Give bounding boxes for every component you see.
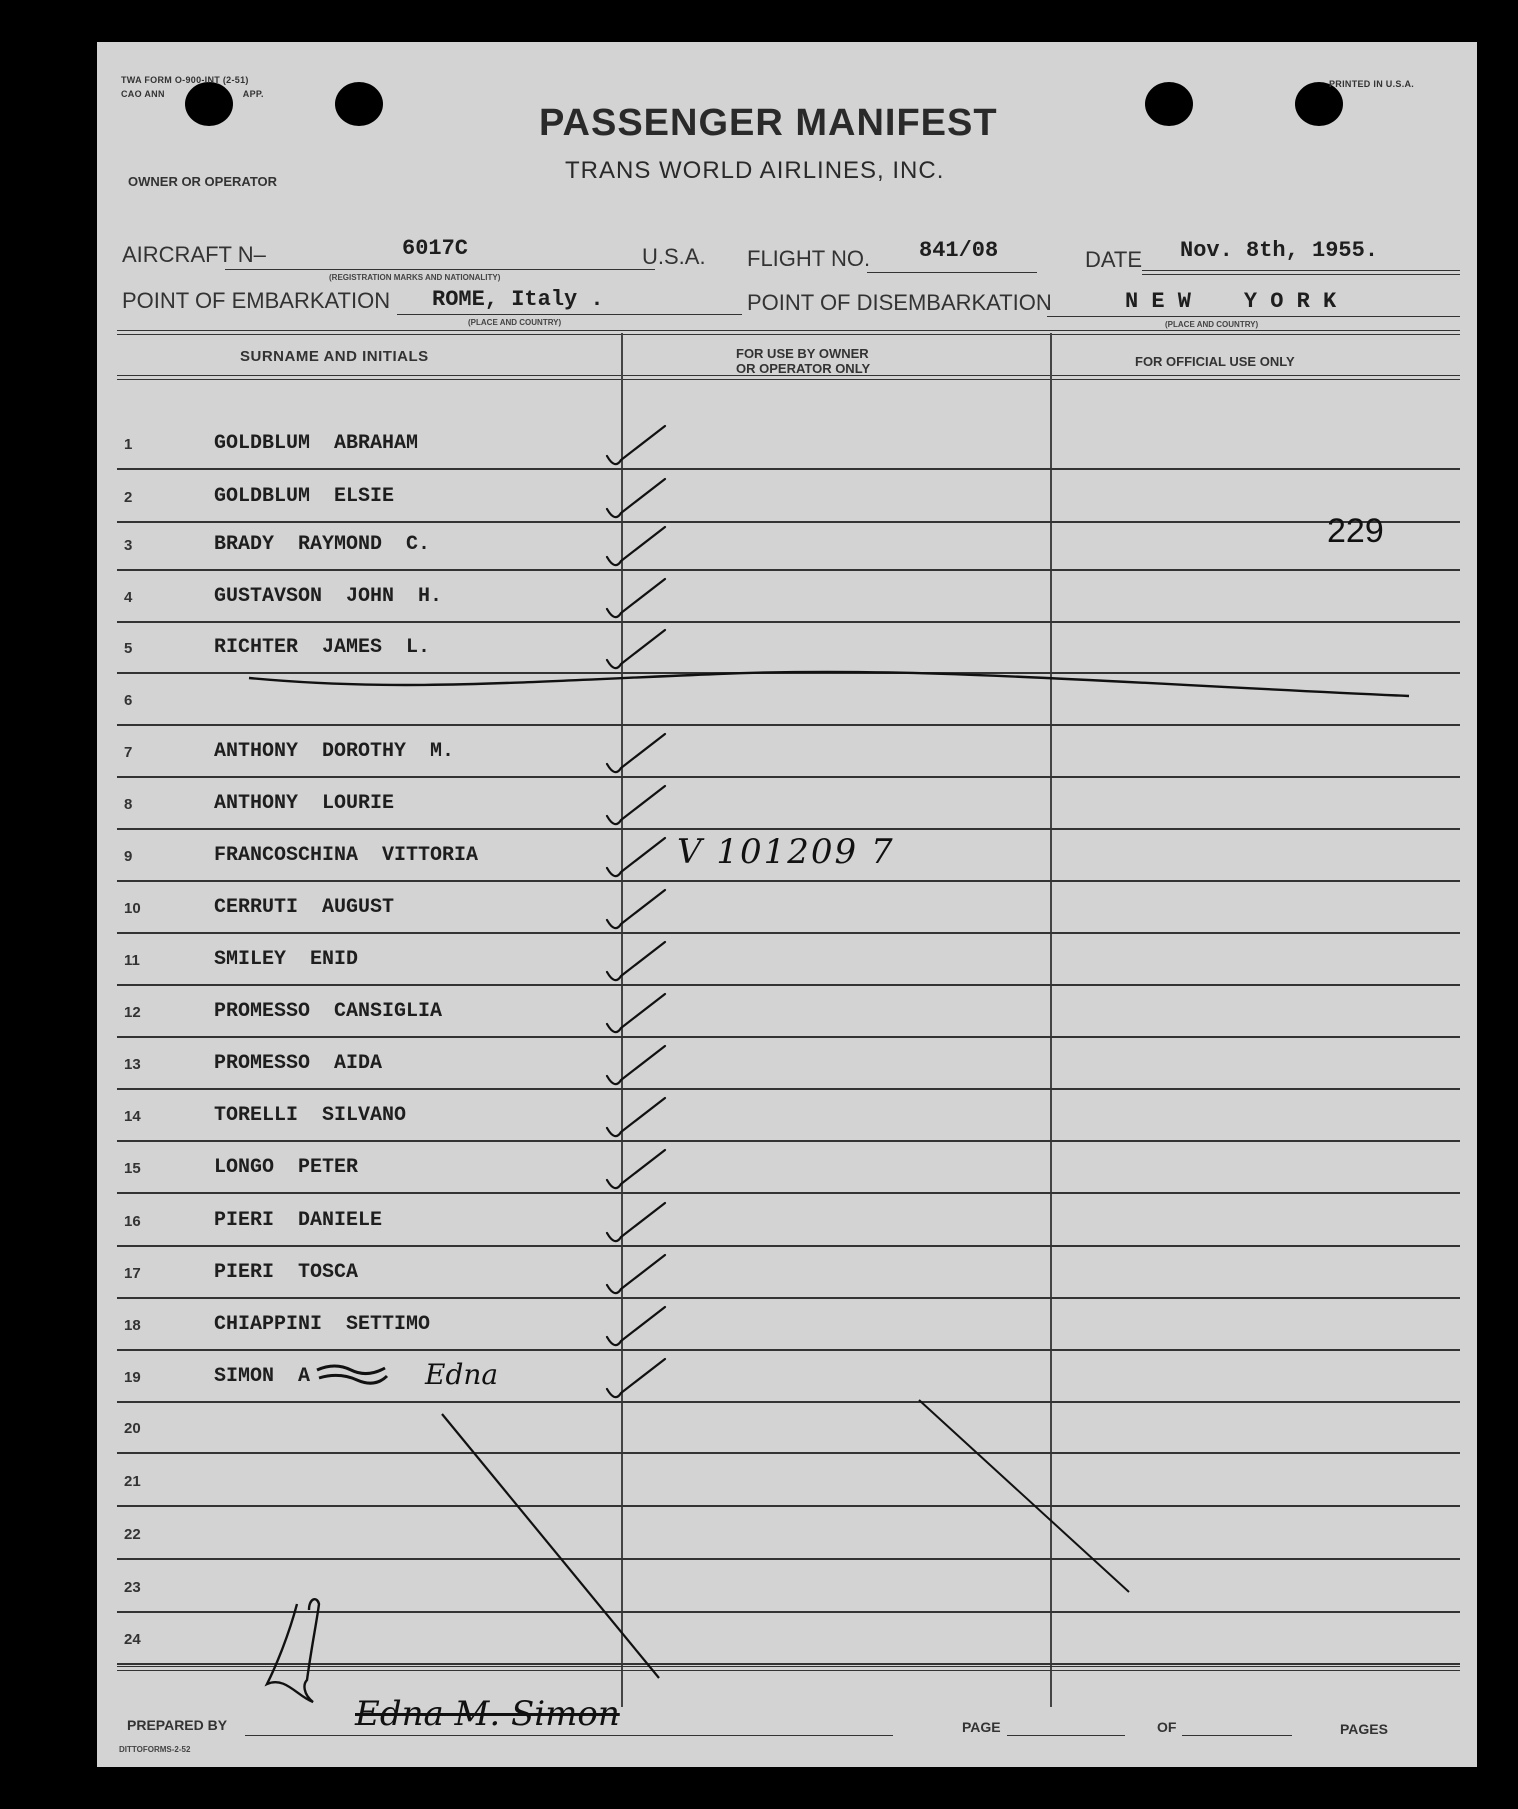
checkmark <box>607 1255 665 1293</box>
embarkation-note: (PLACE AND COUNTRY) <box>468 318 562 327</box>
passenger-name: RICHTER JAMES L. <box>214 636 431 659</box>
date-label: DATE <box>1085 247 1143 272</box>
date-value: Nov. 8th, 1955. <box>1180 238 1379 263</box>
passenger-name: SIMON A <box>214 1365 311 1388</box>
row-number: 19 <box>124 1369 141 1386</box>
row-number: 8 <box>124 796 133 813</box>
nationality: U.S.A. <box>642 244 706 269</box>
official-stamp-number: 229 <box>1327 512 1384 550</box>
checkmark <box>607 1203 665 1241</box>
checkmark <box>607 890 665 928</box>
row19-scribble <box>317 1366 387 1383</box>
void-slash-left <box>442 1414 659 1678</box>
aircraft-label: AIRCRAFT N– <box>122 242 266 267</box>
cao-annex: CAO ANN APP. <box>121 89 264 99</box>
flight-value: 841/08 <box>919 238 999 263</box>
void-slash-right <box>919 1400 1129 1592</box>
passenger-name: PROMESSO AIDA <box>214 1052 383 1075</box>
row-number: 5 <box>124 640 133 657</box>
row-number: 14 <box>124 1108 141 1125</box>
col-owner-use: FOR USE BY OWNER OR OPERATOR ONLY <box>736 346 871 376</box>
row-number: 3 <box>124 537 133 554</box>
page-title: PASSENGER MANIFEST <box>539 102 998 144</box>
row-number: 10 <box>124 900 141 917</box>
disembarkation-label: POINT OF DISEMBARKATION <box>747 290 1052 315</box>
registration-note: (REGISTRATION MARKS AND NATIONALITY) <box>329 273 501 282</box>
row-number: 7 <box>124 744 133 761</box>
row-number: 17 <box>124 1265 141 1282</box>
passenger-name: GOLDBLUM ELSIE <box>214 485 395 508</box>
checkmark <box>607 838 665 876</box>
pages-label: PAGES <box>1340 1721 1388 1737</box>
checkmark <box>607 1150 665 1188</box>
checkmark <box>607 786 665 824</box>
checkmark <box>607 1307 665 1345</box>
passenger-name: CERRUTI AUGUST <box>214 896 395 919</box>
checkmark <box>607 426 665 464</box>
footer-code: DITTOFORMS-2-52 <box>119 1745 191 1754</box>
disembarkation-value: N E W Y O R K <box>1125 289 1337 314</box>
row-number: 22 <box>124 1526 141 1543</box>
row-number: 20 <box>124 1420 141 1437</box>
passenger-name: LONGO PETER <box>214 1156 359 1179</box>
row-number: 24 <box>124 1631 141 1648</box>
row-number: 16 <box>124 1213 141 1230</box>
passenger-name: TORELLI SILVANO <box>214 1104 407 1127</box>
row-number: 21 <box>124 1473 141 1490</box>
owner-label: OWNER OR OPERATOR <box>128 174 278 189</box>
checkmark <box>607 734 665 772</box>
checkmark <box>607 1359 665 1397</box>
embarkation-label: POINT OF EMBARKATION <box>122 288 391 313</box>
passenger-name: CHIAPPINI SETTIMO <box>214 1313 431 1336</box>
row-number: 23 <box>124 1579 141 1596</box>
checkmark <box>607 630 665 668</box>
manifest-paper <box>97 42 1477 1767</box>
row-number: 6 <box>124 692 133 709</box>
form-number: TWA FORM O-900-INT (2-51) <box>121 75 249 85</box>
row-number: 2 <box>124 489 133 506</box>
row-number: 4 <box>124 589 133 606</box>
of-label: OF <box>1157 1719 1177 1735</box>
handwritten-passport-number: V 101209 7 <box>677 832 895 872</box>
ink-marks <box>97 42 1477 1767</box>
airline-name: TRANS WORLD AIRLINES, INC. <box>565 157 945 184</box>
passenger-name: FRANCOSCHINA VITTORIA <box>214 844 479 867</box>
col-surname: SURNAME AND INITIALS <box>240 348 429 365</box>
checkmark <box>607 1098 665 1136</box>
passenger-name: SMILEY ENID <box>214 948 359 971</box>
passenger-name: PIERI TOSCA <box>214 1261 359 1284</box>
handwritten-first-name: Edna <box>425 1358 499 1391</box>
passenger-name: ANTHONY LOURIE <box>214 792 395 815</box>
row-number: 12 <box>124 1004 141 1021</box>
printed-in: PRINTED IN U.S.A. <box>1329 79 1415 89</box>
checkmark <box>607 579 665 617</box>
initial-mark <box>267 1599 319 1702</box>
row6-strike-line <box>249 672 1409 696</box>
passenger-name: GOLDBLUM ABRAHAM <box>214 432 419 455</box>
preparer-signature: Edna M. Simon <box>355 1694 620 1734</box>
checkmark <box>607 527 665 565</box>
aircraft-value: 6017C <box>402 236 469 261</box>
flight-label: FLIGHT NO. <box>747 246 871 271</box>
checkmark <box>607 942 665 980</box>
disembarkation-note: (PLACE AND COUNTRY) <box>1165 320 1259 329</box>
row-number: 1 <box>124 436 133 453</box>
passenger-name: PIERI DANIELE <box>214 1209 383 1232</box>
page-label: PAGE <box>962 1719 1001 1735</box>
checkmark <box>607 994 665 1032</box>
prepared-by-label: PREPARED BY <box>127 1717 228 1733</box>
embarkation-value: ROME, Italy . <box>432 287 604 312</box>
passenger-name: ANTHONY DOROTHY M. <box>214 740 455 763</box>
row-number: 13 <box>124 1056 141 1073</box>
row-number: 15 <box>124 1160 141 1177</box>
checkmark <box>607 1046 665 1084</box>
passenger-name: PROMESSO CANSIGLIA <box>214 1000 443 1023</box>
checkmark <box>607 479 665 517</box>
passenger-name: GUSTAVSON JOHN H. <box>214 585 443 608</box>
row-number: 9 <box>124 848 133 865</box>
col-official-use: FOR OFFICIAL USE ONLY <box>1135 354 1295 369</box>
passenger-name: BRADY RAYMOND C. <box>214 533 431 556</box>
row-number: 18 <box>124 1317 141 1334</box>
row-number: 11 <box>124 952 140 969</box>
